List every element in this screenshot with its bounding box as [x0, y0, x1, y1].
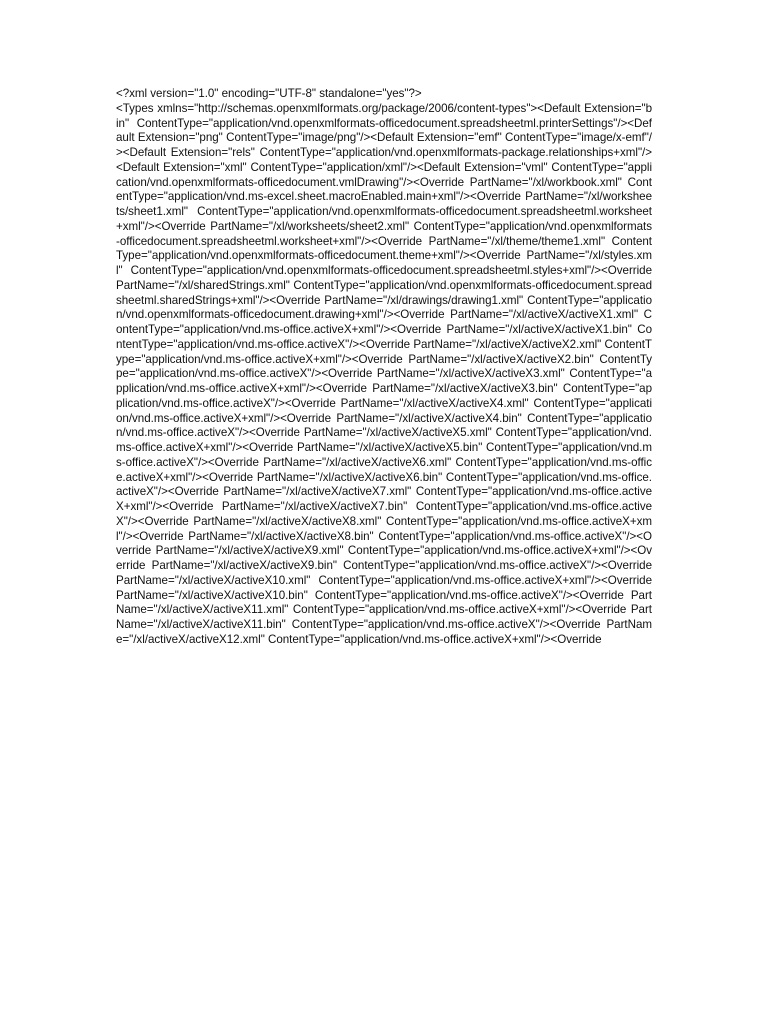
- xml-content-types-text: <?xml version="1.0" encoding="UTF-8" standalone="yes"?> <Types xmlns="http://schemas.openxmlformats.org/package/2006/content-types"><Default Extension="bin" ContentType="application/vnd.openxmlformats-officedocument.spreadsheetml.printerSettings"/><Default Extension="png" ContentType="image/png"/><Default Extension="emf" ContentType="image/x-emf"/><Default Extension="rels" ContentType="application/vnd.openxmlformats-package.relationships+xml"/><Default Extension="xml" ContentType="application/xml"/><Default Extension="vml" ContentType="application/vnd.openxmlformats-officedocument.vmlDrawing"/><Override PartName="/xl/workbook.xml" ContentType="application/vnd.ms-excel.sheet.macroEnabled.main+xml"/><Override PartName="/xl/worksheets/sheet1.xml" ContentType="application/vnd.openxmlformats-officedocument.spreadsheetml.worksheet+xml"/><Override PartName="/xl/worksheets/sheet2.xml" ContentType="application/vnd.openxmlformats-officedocument.spreadsheetml.worksheet+xml"/><Override PartName="/xl/theme/theme1.xml" ContentType="application/vnd.openxmlformats-officedocument.theme+xml"/><Override PartName="/xl/styles.xml" ContentType="application/vnd.openxmlformats-officedocument.spreadsheetml.styles+xml"/><Override PartName="/xl/sharedStrings.xml" ContentType="application/vnd.openxmlformats-officedocument.spreadsheetml.sharedStrings+xml"/><Override PartName="/xl/drawings/drawing1.xml" ContentType="application/vnd.openxmlformats-officedocument.drawing+xml"/><Override PartName="/xl/activeX/activeX1.xml" ContentType="application/vnd.ms-office.activeX+xml"/><Override PartName="/xl/activeX/activeX1.bin" ContentType="application/vnd.ms-office.activeX"/><Override PartName="/xl/activeX/activeX2.xml" ContentType="application/vnd.ms-office.activeX+xml"/><Override PartName="/xl/activeX/activeX2.bin" ContentType="application/vnd.ms-office.activeX"/><Override PartName="/xl/activeX/activeX3.xml" ContentType="application/vnd.ms-office.activeX+xml"/><Override PartName="/xl/activeX/activeX3.bin" ContentType="application/vnd.ms-office.activeX"/><Override PartName="/xl/activeX/activeX4.xml" ContentType="application/vnd.ms-office.activeX+xml"/><Override PartName="/xl/activeX/activeX4.bin" ContentType="application/vnd.ms-office.activeX"/><Override PartName="/xl/activeX/activeX5.xml" ContentType="application/vnd.ms-office.activeX+xml"/><Override PartName="/xl/activeX/activeX5.bin" ContentType="application/vnd.ms-office.activeX"/><Override PartName="/xl/activeX/activeX6.xml" ContentType="application/vnd.ms-office.activeX+xml"/><Override PartName="/xl/activeX/activeX6.bin" ContentType="application/vnd.ms-office.activeX"/><Override PartName="/xl/activeX/activeX7.xml" ContentType="application/vnd.ms-office.activeX+xml"/><Override PartName="/xl/activeX/activeX7.bin" ContentType="application/vnd.ms-office.activeX"/><Override PartName="/xl/activeX/activeX8.xml" ContentType="application/vnd.ms-office.activeX+xml"/><Override PartName="/xl/activeX/activeX8.bin" ContentType="application/vnd.ms-office.activeX"/><Override PartName="/xl/activeX/activeX9.xml" ContentType="application/vnd.ms-office.activeX+xml"/><Override PartName="/xl/activeX/activeX9.bin" ContentType="application/vnd.ms-office.activeX"/><Override PartName="/xl/activeX/activeX10.xml" ContentType="application/vnd.ms-office.activeX+xml"/><Override PartName="/xl/activeX/activeX10.bin" ContentType="application/vnd.ms-office.activeX"/><Override PartName="/xl/activeX/activeX11.xml" ContentType="application/vnd.ms-office.activeX+xml"/><Override PartName="/xl/activeX/activeX11.bin" ContentType="application/vnd.ms-office.activeX"/><Override PartName="/xl/activeX/activeX12.xml" ContentType="application/vnd.ms-office.activeX+xml"/><Override: [116, 87, 652, 646]
